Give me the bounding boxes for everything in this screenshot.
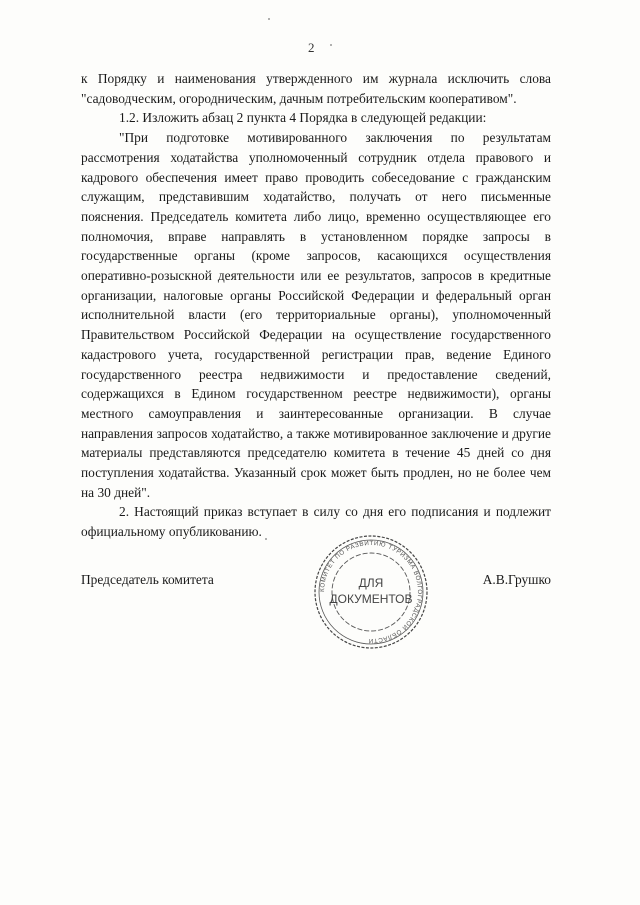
scan-speck <box>330 44 332 46</box>
official-stamp <box>312 533 430 651</box>
stamp-line-1: ДЛЯ <box>358 576 384 590</box>
document-body <box>81 69 551 542</box>
stamp-seal <box>312 533 430 651</box>
signatory-name: А.В.Грушко <box>482 572 551 587</box>
scan-speck <box>265 538 267 540</box>
stamp-line-2: ДОКУМЕНТОВ <box>329 592 413 606</box>
page-number: 2 <box>308 40 315 55</box>
paragraph-4: 2. Настоящий приказ вступает в силу со дня его подписания и подлежит официальному опубликованию. <box>81 504 551 540</box>
signatory-title: Председатель комитета <box>81 572 214 587</box>
stamp-ring-text: КОМИТЕТ ПО РАЗВИТИЮ ТУРИЗМА ВОЛГОГРАДСКОЙ ОБЛАСТИ <box>318 539 424 645</box>
paragraph-1: к Порядку и наименования утвержденного им журнала исключить слова "садоводческим, огородническим, дачным потребительским кооперативом". <box>81 71 551 106</box>
paragraph-2: 1.2. Изложить абзац 2 пункта 4 Порядка в следующей редакции: <box>119 110 487 126</box>
scan-speck <box>268 18 270 20</box>
paragraph-3: "При подготовке мотивированного заключения по результатам рассмотрения ходатайства уполномоченный сотрудник отдела правового и кадрового обеспечения имеет право проводить собеседование с гражданским служащим, представившим ходатайство, получать от него письменные пояснения. Председатель комитета либо лицо, временно осуществляющее его полномочия, вправе направлять в установленном порядке запросы в государственные органы (кроме запросов, касающихся осуществления оперативно-розыскной деятельности или ее результатов, запросов в кредитные организации, налоговые органы Российской Федерации и федеральный орган исполнительной власти (его территориальные органы), уполномоченный Правительством Российской Федерации на осуществление государственного кадастрового учета, государственной регистрации прав, ведение Единого государственного реестра недвижимости и предоставление сведений, содержащихся в Едином государственном реестре недвижимости), органы местного самоуправления и заинтересованные организации. В случае направления запросов ходатайство, а также мотивированное заключение и другие материалы представляются председателю комитета в течение 45 дней со дня поступления ходатайства. Указанный срок может быть продлен, но не более чем на 30 дней". <box>81 130 551 500</box>
